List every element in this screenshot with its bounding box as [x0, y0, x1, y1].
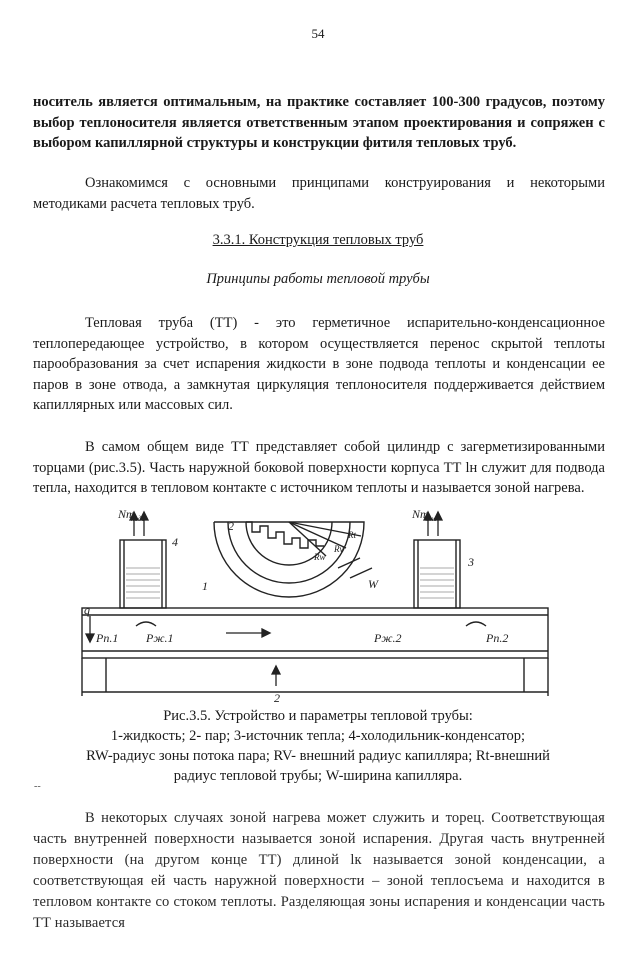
label-p-a2: Pп.2 [486, 631, 509, 645]
label-p-a1: Pп.1 [96, 631, 119, 645]
label-w: W [368, 577, 378, 591]
small-mark: -- [34, 781, 41, 792]
page-number: 54 [311, 26, 325, 41]
paragraph-3: Тепловая труба (ТТ) - это герметичное испарительно-конденсационное теплопередающее устройство, в котором осуществляется перенос скрытой теплоты парообразования за счет испарения жидкости в зоне подвода теплоты и конденсации ее паров в зоне отвода, а замкнутая циркуляция теплоносителя поддерживается действием капиллярных или массовых сил. [33, 315, 605, 413]
section-heading: 3.3.1. Конструкция тепловых труб [212, 232, 424, 248]
caption-line-2: 1-жидкость; 2- пар; 3-источник тепла; 4-холодильник-конденсатор; [110, 728, 526, 744]
label-rt: Rt [348, 530, 356, 540]
figure-caption [20, 706, 616, 786]
num-3: 3 [468, 555, 474, 569]
heat-pipe-figure [76, 508, 552, 704]
paragraph-5: В некоторых случаях зоной нагрева может служить и торец. Соответствующая часть внутренней поверхности называется зоной испарения. Другая часть внутренней поверхности (на другом конце ТТ) длиной lк называется зоной конденсации, а соответствующая ей часть наружной поверхности – зоной теплосъема и находится в тепловом контакте со стоком теплоты. Разделяющая зоны испарения и конденсации часть ТТ называется [33, 810, 605, 931]
caption-line-1: Рис.3.5. Устройство и параметры тепловой трубы: [163, 708, 473, 724]
label-n-left: Nт [118, 508, 135, 521]
label-p-j1: Pж.1 [146, 631, 174, 645]
num-4: 4 [172, 535, 178, 549]
label-rv: Rv [334, 544, 344, 554]
caption-line-4: радиус тепловой трубы; W-ширина капилляра. [173, 768, 463, 784]
paragraph-2: Ознакомимся с основными принципами конструирования и некоторыми методиками расчета тепловых труб. [33, 175, 605, 212]
paragraph-4: В самом общем виде ТТ представляет собой цилиндр с загерметизированными торцами (рис.3.5). Часть наружной боковой поверхности корпуса ТТ lн служит для подвода тепла, находится в тепловом контакте с источником теплоты и называется зоной нагрева. [33, 439, 605, 496]
label-n-right-sub: отв [425, 515, 437, 523]
label-rw: Rw [314, 552, 326, 562]
label-p-j2: Pж.2 [374, 631, 402, 645]
cross-section [214, 522, 364, 597]
paragraph-1: носитель является оптимальным, на практике составляет 100-300 градусов, поэтому выбор теплоносителя является ответственным этапом проектирования и сопряжен с выбором капиллярной структуры и конструкции фитиля тепловых труб. [33, 94, 605, 151]
caption-line-3: RW-радиус зоны потока пара; RV- внешний радиус капилляра; Rt-внешний [86, 748, 550, 764]
label-n-right: Nт [412, 508, 429, 521]
subheading: Принципы работы тепловой трубы [206, 271, 430, 287]
num-2-top: 2 [228, 519, 234, 533]
num-2-bottom: 2 [274, 691, 280, 704]
label-n-left-sub: подв [131, 515, 145, 523]
num-1: 1 [202, 579, 208, 593]
label-q: q [84, 603, 90, 617]
